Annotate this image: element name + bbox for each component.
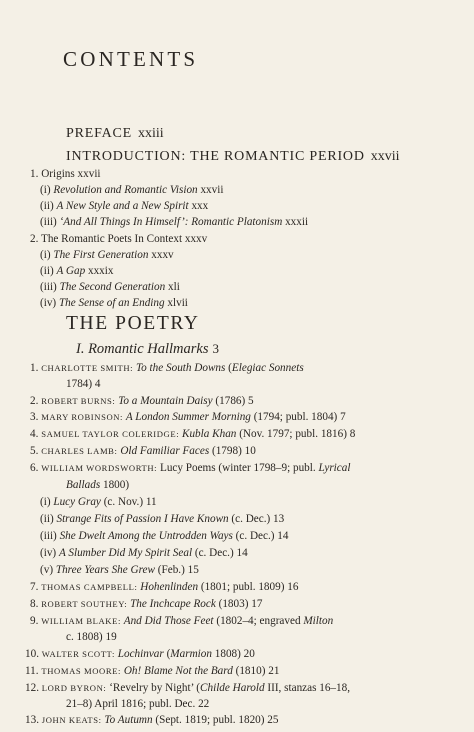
poem-entry: 11. THOMAS MOORE: Oh! Blame Not the Bard (1810) 21 [25,665,280,677]
poem-entry: 1. CHARLOTTE SMITH: To the South Downs (Elegiac Sonnets [30,362,304,374]
intro-item: (iv) The Sense of an Ending xlvii [40,297,188,309]
poem-entry-continuation: 1784) 4 [66,378,101,390]
intro-item: (ii) A Gap xxxix [40,265,114,277]
poem-subentry: (i) Lucy Gray (c. Nov.) 11 [40,496,157,508]
poem-subentry: (v) Three Years She Grew (Feb.) 15 [40,564,199,576]
intro-item: (iii) ‘And All Things In Himself’: Romantic Platonism xxxii [40,216,309,228]
intro-item: (i) The First Generation xxxv [40,249,174,261]
poem-subentry: (iv) A Slumber Did My Spirit Seal (c. Dec.) 14 [40,547,248,559]
poem-entry: 5. CHARLES LAMB: Old Familiar Faces (1798) 10 [30,445,256,457]
poem-entry: 6. WILLIAM WORDSWORTH: Lucy Poems (winter 1798–9; publ. Lyrical [30,462,351,474]
poem-entry: 13. JOHN KEATS: To Autumn (Sept. 1819; publ. 1820) 25 [25,714,279,726]
introduction-page: xxvii [370,149,400,164]
poem-subentry: (ii) Strange Fits of Passion I Have Known (c. Dec.) 13 [40,513,285,525]
intro-item: 1. Origins xxvii [30,168,101,180]
poem-entry: 10. WALTER SCOTT: Lochinvar (Marmion 1808) 20 [25,648,255,660]
poem-subentry: (iii) She Dwelt Among the Untrodden Ways (c. Dec.) 14 [40,530,289,542]
subsection-heading: I. Romantic Hallmarks 3 [76,341,219,357]
toc-preface [66,126,164,142]
poem-entry: 9. WILLIAM BLAKE: And Did Those Feet (1802–4; engraved Milton [30,615,334,627]
intro-item: (i) Revolution and Romantic Vision xxvii [40,184,224,196]
introduction-label: INTRODUCTION: THE ROMANTIC PERIOD [66,149,365,164]
poem-entry: 8. ROBERT SOUTHEY: The Inchcape Rock (1803) 17 [30,598,263,610]
poem-entry: 12. LORD BYRON: ‘Revelry by Night’ (Childe Harold III, stanzas 16–18, [25,682,351,694]
intro-item: 2. The Romantic Poets In Context xxxv [30,233,208,245]
intro-item: (ii) A New Style and a New Spirit xxx [40,200,209,212]
preface-label: PREFACE [66,126,133,141]
poem-entry: 2. ROBERT BURNS: To a Mountain Daisy (1786) 5 [30,395,254,407]
toc-introduction [66,149,400,165]
poem-entry: 3. MARY ROBINSON: A London Summer Morning (1794; publ. 1804) 7 [30,411,346,423]
section-heading: THE POETRY [66,313,200,334]
intro-item: (iii) The Second Generation xli [40,281,180,293]
poem-entry-continuation: Ballads 1800) [66,479,130,491]
poem-entry-continuation: c. 1808) 19 [66,631,117,643]
poem-entry: 4. SAMUEL TAYLOR COLERIDGE: Kubla Khan (Nov. 1797; publ. 1816) 8 [30,428,356,440]
page-title: CONTENTS [63,47,199,71]
poem-entry: 7. THOMAS CAMPBELL: Hohenlinden (1801; publ. 1809) 16 [30,581,299,593]
preface-page: xxiii [138,126,164,141]
poem-entry-continuation: 21–8) April 1816; publ. Dec. 22 [66,698,210,710]
